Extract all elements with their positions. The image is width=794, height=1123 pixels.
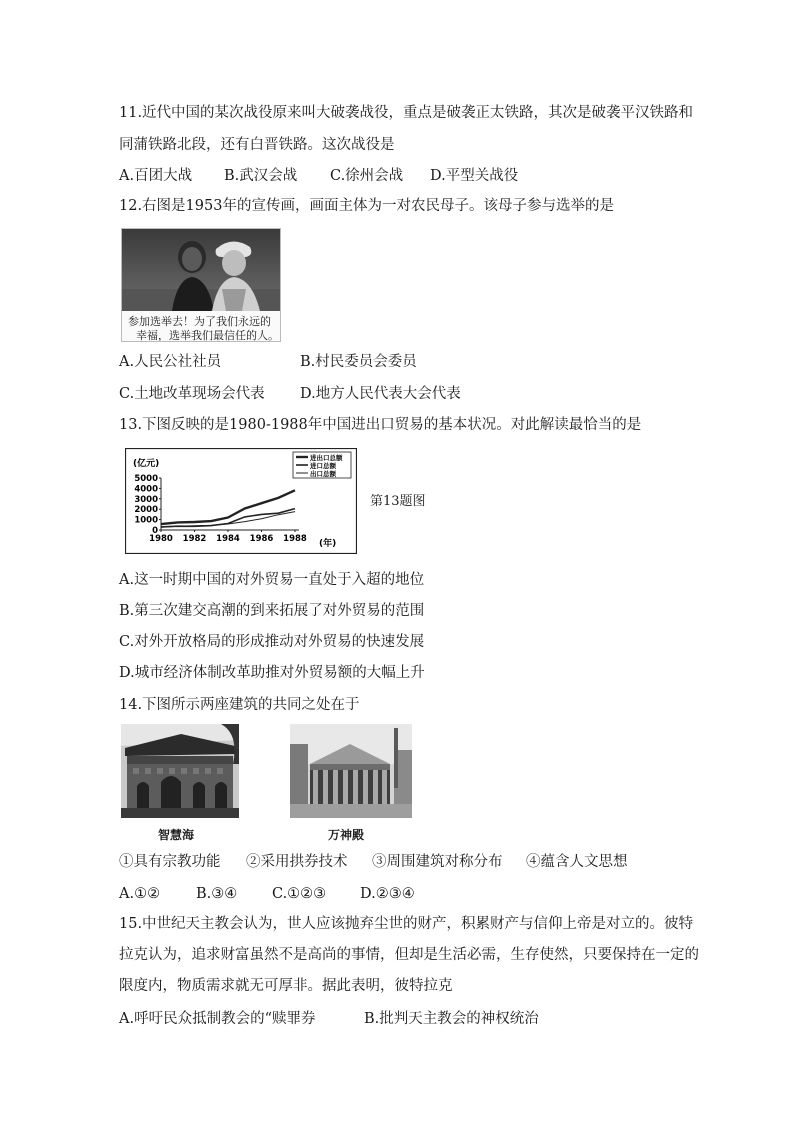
q13-figure-label: 第13题图 (370, 494, 426, 509)
pantheon-building-photo (290, 724, 412, 818)
chart-legend-label: 进口总额 (310, 462, 336, 470)
chart-y-tick-label: 2000 (134, 505, 158, 516)
q14-option-a: A.①② (119, 886, 161, 902)
chart-legend-label: 进出口总额 (310, 454, 343, 462)
chart-ylabel: (亿元) (133, 459, 160, 469)
q13-option-a: A.这一时期中国的对外贸易一直处于入超的地位 (119, 572, 425, 588)
q11-stem-line-2: 同蒲铁路北段，还有白晋铁路。这次战役是 (119, 137, 395, 153)
q12-option-d: D.地方人民代表大会代表 (300, 386, 461, 402)
chart-legend-label: 出口总额 (310, 470, 336, 478)
q12-option-b: B.村民委员会委员 (300, 354, 417, 370)
caption-pantheon: 万神殿 (328, 828, 365, 842)
q13-option-b: B.第三次建交高潮的到来拓展了对外贸易的范围 (119, 603, 425, 619)
chart-x-tick-label: 1988 (283, 534, 307, 544)
q11-stem-line-1: 11.近代中国的某次战役原来叫大破袭战役，重点是破袭正太铁路，其次是破袭平汉铁路和 (119, 105, 694, 121)
zhihuihai-building-photo (121, 724, 239, 818)
q11-option-d: D.平型关战役 (430, 168, 519, 184)
chart-xlabel: (年) (319, 539, 337, 549)
chart-x-tick-label: 1980 (149, 534, 173, 544)
q14-option-b: B.③④ (196, 886, 238, 902)
chart-x-tick-label: 1982 (182, 534, 207, 544)
q13-stem: 13.下图反映的是1980-1988年中国进出口贸易的基本状况。对此解读最恰当的是 (119, 417, 642, 433)
q11-option-a: A.百团大战 (119, 168, 193, 184)
q15-option-a: A.呼吁民众抵制教会的“赎罪券 (119, 1011, 316, 1027)
q15-stem-line-2: 拉克认为，追求财富虽然不是高尚的事情，但却是生活必需，生存使然，只要保持在一定的 (119, 947, 699, 963)
q13-option-d: D.城市经济体制改革助推对外贸易额的大幅上升 (119, 665, 425, 681)
chart-y-tick-label: 4000 (134, 484, 158, 495)
q14-statement-2: ②采用拱券技术 (246, 854, 348, 870)
q14-option-d: D.②③④ (360, 886, 415, 902)
q13-option-c: C.对外开放格局的形成推动对外贸易的快速发展 (119, 634, 425, 650)
q14-statement-4: ④蕴含人文思想 (526, 854, 628, 870)
q12-option-c: C.土地改革现场会代表 (119, 386, 265, 402)
caption-zhihuihai: 智慧海 (158, 828, 195, 842)
chart-y-tick-label: 1000 (134, 515, 158, 526)
poster-photo-figures (122, 229, 280, 311)
poster-caption-line-1: 参加选举去！为了我们永远的 (128, 315, 271, 328)
trade-line-chart (125, 448, 357, 554)
q12-option-a: A.人民公社社员 (119, 354, 222, 370)
chart-x-tick-label: 1984 (216, 534, 240, 544)
q14-statement-1: ①具有宗教功能 (119, 854, 221, 870)
election-poster-image (121, 228, 281, 342)
q15-option-b: B.批判天主教会的神权统治 (364, 1011, 539, 1027)
q14-option-c: C.①②③ (272, 886, 327, 902)
q12-stem: 12.右图是1953年的宣传画，画面主体为一对农民母子。该母子参与选举的是 (119, 198, 614, 214)
q11-option-c: C.徐州会战 (330, 168, 404, 184)
chart-y-tick-label: 0 (152, 526, 158, 536)
q11-option-b: B.武汉会战 (224, 168, 298, 184)
chart-y-tick-label: 3000 (134, 494, 158, 505)
q15-stem-line-3: 限度内，物质需求就无可厚非。据此表明，彼特拉克 (119, 978, 453, 994)
poster-caption-line-2: 幸福，选举我们最信任的人。 (136, 329, 279, 342)
q14-statement-3: ③周围建筑对称分布 (372, 854, 503, 870)
q15-stem-line-1: 15.中世纪天主教会认为，世人应该抛弃尘世的财产，积累财产与信仰上帝是对立的。彼特 (119, 916, 694, 932)
chart-y-tick-label: 5000 (134, 474, 158, 484)
q14-stem: 14.下图所示两座建筑的共同之处在于 (119, 697, 360, 713)
chart-x-tick-label: 1986 (249, 534, 274, 544)
